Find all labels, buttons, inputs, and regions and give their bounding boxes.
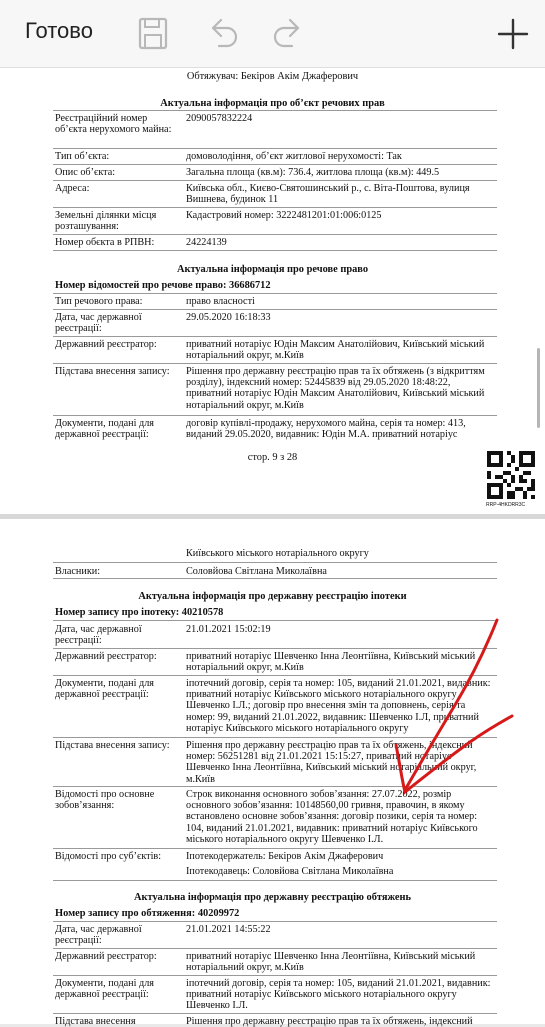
row-label: Документи, подані для державної реєстрації:: [55, 978, 154, 1001]
row-label: Дата, час державної реєстрації:: [55, 924, 142, 947]
divider: [53, 880, 497, 881]
row-value: Рішення про державну реєстрацію прав та їх обтяжень, індексний номер: 56251281 від 21.01.2021 15:15:27, приватний нотаріус Шевченко Інна Леонтіївна, Київський міський нотаріальний округ, м.Київ: [186, 740, 477, 785]
divider: [53, 180, 497, 181]
row-value: 2090057832224: [186, 113, 253, 124]
divider: [53, 293, 497, 294]
row-value: 21.01.2021 15:02:19: [186, 624, 271, 635]
save-icon[interactable]: [133, 14, 173, 54]
redo-icon[interactable]: [268, 14, 308, 54]
row-label: Дата, час державної реєстрації:: [55, 312, 142, 335]
undo-icon[interactable]: [203, 14, 243, 54]
row-value: домоволодіння, об’єкт житлової нерухомості: Так: [186, 151, 402, 162]
row-label: Тип об’єкта:: [55, 151, 110, 162]
row-value: договір купівлі-продажу, нерухомого майна, серія та номер: 413, виданий 29.05.2020, видавник: Юдін М.А. приватний нотаріус: [186, 418, 466, 441]
divider: [53, 234, 497, 235]
section-mortgage-title: Актуальна інформація про державну реєстрацію іпотеки: [138, 591, 407, 602]
row-label: Реєстраційний номер об’єкта нерухомого майна:: [55, 113, 172, 136]
row-value: приватний нотаріус Шевченко Інна Леонтіївна, Київський міський нотаріальний округ, м.Київ: [186, 651, 476, 674]
section-right-title: Актуальна інформація про речове право: [176, 264, 369, 275]
divider: [53, 148, 497, 149]
divider: [53, 207, 497, 208]
row-label: Державний реєстратор:: [55, 651, 157, 662]
divider: [53, 921, 497, 922]
row-value: право власності: [186, 296, 255, 307]
qr-caption: RRP-4HKDRR3C: [486, 502, 526, 508]
row-label: Документи, подані для державної реєстрації:: [55, 678, 154, 701]
section-encumbrance-title: Актуальна інформація про державну реєстрацію обтяжень: [134, 892, 411, 903]
row-label: Підстава внесення запису:: [55, 740, 170, 751]
divider: [53, 786, 497, 787]
divider: [53, 648, 497, 649]
add-icon[interactable]: [493, 14, 533, 54]
row-label: Підстава внесення: [55, 1016, 136, 1027]
row-label: Власники:: [55, 566, 101, 577]
row-value: іпотечний договір, серія та номер: 105, виданий 21.01.2021, видавник: приватний нотаріус Київського міського нотаріального округу Шевченко І.Л.: [186, 978, 491, 1012]
divider: [53, 737, 497, 738]
record-number: Номер запису про іпотеку: 40210578: [55, 607, 224, 618]
divider: [53, 110, 497, 111]
row-label: Підстава внесення запису:: [55, 366, 170, 377]
row-value: 21.01.2021 14:55:22: [186, 924, 271, 935]
row-value: Київська обл., Києво-Святошинський р., с. Віта-Поштова, вулиця Вишнева, будинок 11: [186, 183, 470, 206]
row-value: Рішення про державну реєстрацію прав та їх обтяжень (з відкриттям розділу), індексний номер: 52445839 від 29.05.2020 18:48:22, приватний нотаріус Юдін Максим Анатолійович, Київський міський нотаріальний округ, м.Київ: [186, 366, 485, 411]
divider: [53, 250, 497, 251]
divider: [53, 562, 497, 563]
divider: [53, 309, 497, 310]
debtor-line: Обтяжувач: Бекіров Акім Джаферович: [186, 71, 359, 82]
row-label: Земельні ділянки місця розташування:: [55, 210, 157, 233]
row-label: Адреса:: [55, 183, 90, 194]
divider: [53, 975, 497, 976]
row-label: Відомості про основне зобов’язання:: [55, 789, 155, 812]
divider: [53, 948, 497, 949]
page-counter: стор. 9 з 28: [247, 452, 298, 463]
row-value: Соловйова Світлана Миколаївна: [186, 566, 327, 577]
divider: [53, 1013, 497, 1014]
row-value: 29.05.2020 16:18:33: [186, 312, 271, 323]
divider: [53, 415, 497, 416]
row-value: Іпотекодержатель: Бекіров Акім Джаферович: [186, 851, 384, 862]
divider: [53, 336, 497, 337]
row-label: Опис об’єкта:: [55, 167, 116, 178]
row-value: 24224139: [186, 237, 227, 248]
divider: [53, 164, 497, 165]
row-value: Рішення про державну реєстрацію прав та їх обтяжень, індексний: [186, 1016, 473, 1027]
row-value: приватний нотаріус Юдін Максим Анатолійович, Київський міський нотаріальний округ, м.Київ: [186, 339, 485, 362]
divider: [53, 620, 497, 621]
row-value: приватний нотаріус Шевченко Інна Леонтіївна, Київський міський нотаріальний округ, м.Київ: [186, 951, 476, 974]
mortgagor-line: Іпотекодавець: Соловйова Світлана Миколаївна: [186, 866, 394, 877]
editor-toolbar: [0, 0, 545, 68]
section-object-title: Актуальна інформація про об’єкт речових прав: [160, 98, 385, 109]
scrollbar[interactable]: [537, 348, 540, 428]
row-value: Київського міського нотаріального округу: [186, 548, 369, 559]
row-label: Дата, час державної реєстрації:: [55, 624, 142, 647]
row-label: Державний реєстратор:: [55, 951, 157, 962]
row-label: Державний реєстратор:: [55, 339, 157, 350]
divider: [53, 578, 497, 579]
row-value: Строк виконання основного зобов’язання: 27.07.2022, розмір основного зобов’язання: 10148560,00 гривня, правочин, в якому встановлено основне зобов’язання: договір позики, серія та номер: 104, виданий 21.01.2021, видавник: приватний нотаріус Київського міського нотаріального округу Шевченко І.Л.: [186, 789, 478, 845]
divider: [53, 848, 497, 849]
row-label: Номер обєкта в РПВН:: [55, 237, 155, 248]
row-value: Загальна площа (кв.м): 736.4, житлова площа (кв.м): 449.5: [186, 167, 440, 178]
divider: [53, 675, 497, 676]
record-number: Номер відомостей про речове право: 36686712: [55, 280, 271, 291]
row-label: Тип речового права:: [55, 296, 143, 307]
divider: [53, 363, 497, 364]
row-label: Документи, подані для державної реєстрації:: [55, 418, 154, 441]
row-value: Кадастровий номер: 3222481201:01:006:0125: [186, 210, 382, 221]
done-button[interactable]: Готово: [25, 18, 93, 43]
row-label: Відомості про суб’єктів:: [55, 851, 162, 862]
row-value: іпотечний договір, серія та номер: 105, виданий 21.01.2021, видавник: приватний нотаріус Київського міського нотаріального округу Шевченко І.Л.; договір про внесення змін та доповнень, серія та номер: 99, виданий 21.01.2022, видавник: Шевченко І.Л, приватний нотаріус Київського міського нотаріального округу: [186, 678, 491, 734]
record-number: Номер запису про обтяження: 40209972: [55, 908, 240, 919]
qr-code-icon: [487, 451, 535, 499]
